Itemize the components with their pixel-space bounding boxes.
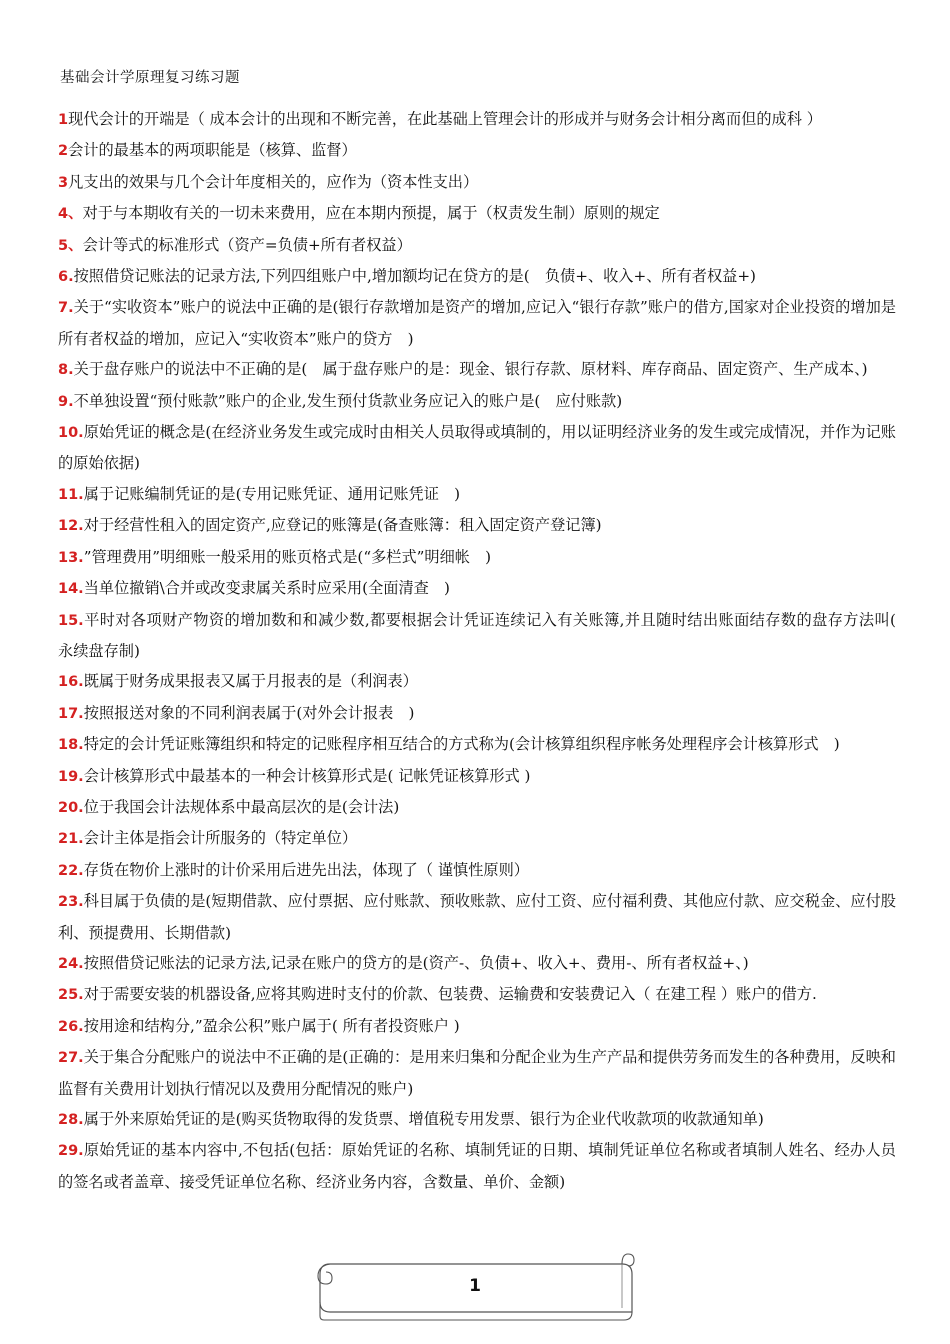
- question-item: [58, 979, 896, 1010]
- question-item: [58, 198, 896, 229]
- question-number: 5、: [58, 237, 83, 254]
- question-number: 18.: [58, 737, 84, 754]
- question-item: [58, 510, 896, 541]
- question-text: 原始凭证的概念是(在经济业务发生或完成时由相关人员取得或填制的，用以证明经济业务的发生或完成情况，并作为记账的原始依据): [58, 423, 896, 473]
- question-number: 12.: [58, 518, 84, 535]
- question-text: 存货在物价上涨时的计价采用后进先出法，体现了（ 谨慎性原则）: [83, 860, 529, 879]
- question-number: 4、: [58, 206, 83, 223]
- question-item: [58, 823, 896, 854]
- question-item: [58, 792, 896, 823]
- page-number: 1: [469, 1276, 481, 1296]
- question-number: 2: [58, 143, 69, 160]
- question-number: 26.: [58, 1018, 84, 1035]
- question-number: 6.: [58, 269, 74, 286]
- question-text: 会计的最基本的两项职能是（核算、监督）: [68, 141, 357, 160]
- question-text: 按照借贷记账法的记录方法,下列四组账户中,增加额均记在贷方的是( 负债+、收入+、所有者权益+): [73, 267, 756, 286]
- question-text: 属于外来原始凭证的是(购买货物取得的发货票、增值税专用发票、银行为企业代收款项的收款通知单): [83, 1110, 764, 1128]
- question-text: 不单独设置“预付账款”账户的企业,发生预付货款业务应记入的账户是( 应付账款): [73, 391, 623, 410]
- question-text: 当单位撤销\合并或改变隶属关系时应采用(全面清查 ): [83, 579, 450, 598]
- question-number: 21.: [58, 831, 84, 848]
- question-number: 9.: [58, 393, 74, 410]
- question-text: 特定的会计凭证账簿组织和特定的记账程序相互结合的方式称为(会计核算组织程序帐务处理程序会计核算形式 ): [83, 735, 840, 754]
- question-item: [58, 261, 896, 292]
- question-text: 凡支出的效果与几个会计年度相关的，应作为（资本性支出）: [68, 172, 479, 191]
- question-number: 7.: [58, 300, 74, 317]
- question-text: 科目属于负债的是(短期借款、应付票据、应付账款、预收账款、应付工资、应付福利费、其他应付款、应交税金、应付股利、预提费用、长期借款): [58, 892, 896, 942]
- question-text: 现代会计的开端是（ 成本会计的出现和不断完善，在此基础上管理会计的形成并与财务会计相分离而但的成科 ）: [68, 110, 822, 128]
- question-number: 15.: [58, 612, 84, 629]
- question-number: 25.: [58, 987, 84, 1004]
- question-text: 按用途和结构分,”盈余公积”账户属于( 所有者投资账户 ): [83, 1016, 460, 1035]
- question-item: [58, 698, 896, 729]
- question-number: 11.: [58, 486, 84, 503]
- question-text: 会计主体是指会计所服务的（特定单位）: [83, 829, 358, 848]
- question-text: 既属于财务成果报表又属于月报表的是（利润表）: [83, 672, 418, 691]
- question-text: 对于经营性租入的固定资产,应登记的账簿是(备查账簿：租入固定资产登记簿): [83, 516, 602, 535]
- question-item: [58, 761, 896, 792]
- question-number: 22.: [58, 862, 84, 879]
- question-item: [58, 666, 896, 697]
- question-item: [58, 230, 896, 261]
- question-number: 14.: [58, 581, 84, 598]
- page-footer: [310, 1250, 640, 1322]
- question-text: 原始凭证的基本内容中,不包括(包括：原始凭证的名称、填制凭证的日期、填制凭证单位名称或者填制人姓名、经办人员的签名或者盖章、接受凭证单位名称、经济业务内容，含数量、单价、金额): [58, 1141, 896, 1191]
- question-number: 13.: [58, 549, 84, 566]
- question-item: [58, 1011, 896, 1042]
- question-text: 会计核算形式中最基本的一种会计核算形式是( 记帐凭证核算形式 ): [83, 766, 531, 785]
- question-text: 关于集合分配账户的说法中不正确的是(正确的：是用来归集和分配企业为生产产品和提供劳务而发生的各种费用，反映和监督有关费用计划执行情况以及费用分配情况的账户): [58, 1048, 896, 1098]
- question-number: 1: [58, 112, 69, 128]
- question-text: 平时对各项财产物资的增加数和和减少数,都要根据会计凭证连续记入有关账簿,并且随时结出账面结存数的盘存方法叫( 永续盘存制): [58, 610, 912, 660]
- question-number: 3: [58, 174, 69, 191]
- question-item: [58, 1042, 896, 1104]
- question-text: 属于记账编制凭证的是(专用记账凭证、通用记账凭证 ): [83, 484, 461, 503]
- question-number: 27.: [58, 1050, 84, 1067]
- question-item: [58, 729, 896, 760]
- question-item: [58, 1135, 896, 1197]
- question-item: [58, 605, 912, 667]
- question-number: 23.: [58, 894, 84, 911]
- question-number: 17.: [58, 705, 84, 722]
- question-number: 19.: [58, 768, 84, 785]
- question-item: [58, 386, 896, 417]
- question-text: 关于盘存账户的说法中不正确的是( 属于盘存账户的是：现金、银行存款、原材料、库存商品、固定资产、生产成本、): [73, 360, 868, 379]
- question-number: 20.: [58, 799, 84, 816]
- question-number: 10.: [58, 425, 84, 442]
- question-text: 会计等式的标准形式（资产=负债+所有者权益）: [82, 235, 412, 254]
- question-item: [58, 167, 896, 198]
- question-text: 按照报送对象的不同利润表属于(对外会计报表 ): [83, 703, 415, 722]
- question-item: [58, 135, 896, 166]
- question-number: 28.: [58, 1112, 84, 1128]
- question-item: [58, 292, 896, 354]
- question-list: [58, 104, 912, 1197]
- question-text: 位于我国会计法规体系中最高层次的是(会计法): [83, 797, 400, 816]
- question-number: 16.: [58, 674, 84, 691]
- question-text: 按照借贷记账法的记录方法,记录在账户的贷方的是(资产-、负债+、收入+、费用-、所有者权益+、): [83, 953, 749, 972]
- question-number: 29.: [58, 1143, 84, 1160]
- question-item: [58, 479, 896, 510]
- question-text: 关于“实收资本”账户的说法中正确的是(银行存款增加是资产的增加,应记入“银行存款”账户的借方,国家对企业投资的增加是所有者权益的增加，应记入“实收资本”账户的贷方 ): [58, 298, 896, 348]
- question-text: 对于需要安装的机器设备,应将其购进时支付的价款、包装费、运输费和安装费记入（ 在建工程 ）账户的借方.: [83, 985, 817, 1004]
- question-item: [58, 855, 896, 886]
- question-item: [58, 417, 896, 479]
- question-item: [58, 1104, 896, 1135]
- question-item: [58, 573, 896, 604]
- page-title: 基础会计学原理复习练习题: [60, 70, 240, 86]
- question-number: 8.: [58, 362, 74, 379]
- question-item: [58, 104, 896, 135]
- question-number: 24.: [58, 955, 84, 972]
- question-item: [58, 948, 896, 979]
- question-item: [58, 542, 896, 573]
- question-text: 对于与本期收有关的一切未来费用，应在本期内预提，属于（权责发生制）原则的规定: [82, 204, 660, 223]
- question-item: [58, 354, 896, 385]
- question-item: [58, 886, 896, 948]
- question-text: ”管理费用”明细账一般采用的账页格式是(“多栏式”明细帐 ): [83, 547, 492, 566]
